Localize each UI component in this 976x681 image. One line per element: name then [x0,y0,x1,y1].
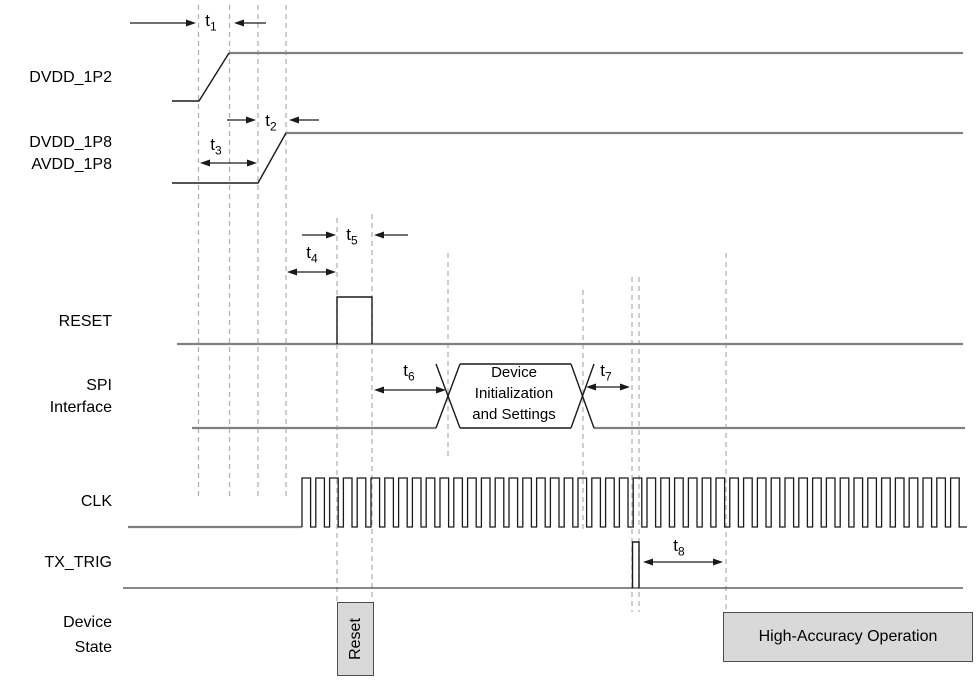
t3-arrowhead [200,160,210,167]
timing-label-t6: $t_6$ [403,361,415,384]
signal-label-spi: SPI [86,377,112,394]
device-state-high-accuracy-box [723,612,973,662]
signal-edge-line [633,542,640,588]
timing-label-t7: $t_7$ [600,361,612,384]
t7-arrowhead [620,384,630,391]
timing-label-t3: $t_3$ [210,135,222,158]
signal-label-device-state-2: State [74,639,112,656]
timing-label-t2: $t_2$ [265,111,277,134]
t8-arrowhead [643,559,653,566]
high-accuracy-box-label: High-Accuracy Operation [758,628,938,645]
t4-arrowhead [287,269,297,276]
spi-bus-annotation-line3: and Settings [472,406,556,423]
t6-arrowhead [374,387,384,394]
signal-label-spi-interface: Interface [49,399,112,416]
t8-arrowhead [713,559,723,566]
spi-bus-annotation-line2: Initialization [474,385,554,402]
signal-label-reset: RESET [58,313,112,330]
signal-edge-line [172,53,229,101]
t5-arrowhead [326,232,336,239]
t4-arrowhead [326,269,336,276]
t7-arrowhead [586,384,596,391]
clk-pulse-train [302,478,967,527]
timing-label-t5: $t_5$ [346,225,358,248]
reset-box-label: Reset [346,618,364,660]
timing-label-t4: $t_4$ [306,243,318,266]
device-state-reset-box [337,602,374,676]
signal-label-avdd-1p8: AVDD_1P8 [31,156,112,173]
t1-arrowhead [186,20,196,27]
signal-label-dvdd-1p8: DVDD_1P8 [29,134,112,151]
signal-label-dvdd-1p2: DVDD_1P2 [29,69,112,86]
signal-edge-line [337,297,372,344]
t3-arrowhead [247,160,257,167]
timing-label-t1: $t_1$ [205,11,217,34]
timing-label-t8: $t_8$ [673,536,685,559]
t2-arrowhead [246,117,256,124]
spi-bus-annotation [449,362,579,425]
spi-bus-annotation-line1: Device [491,364,537,381]
signal-label-tx-trig: TX_TRIG [44,554,112,571]
signal-label-clk: CLK [80,493,112,510]
signal-label-device-state: Device [63,614,112,631]
